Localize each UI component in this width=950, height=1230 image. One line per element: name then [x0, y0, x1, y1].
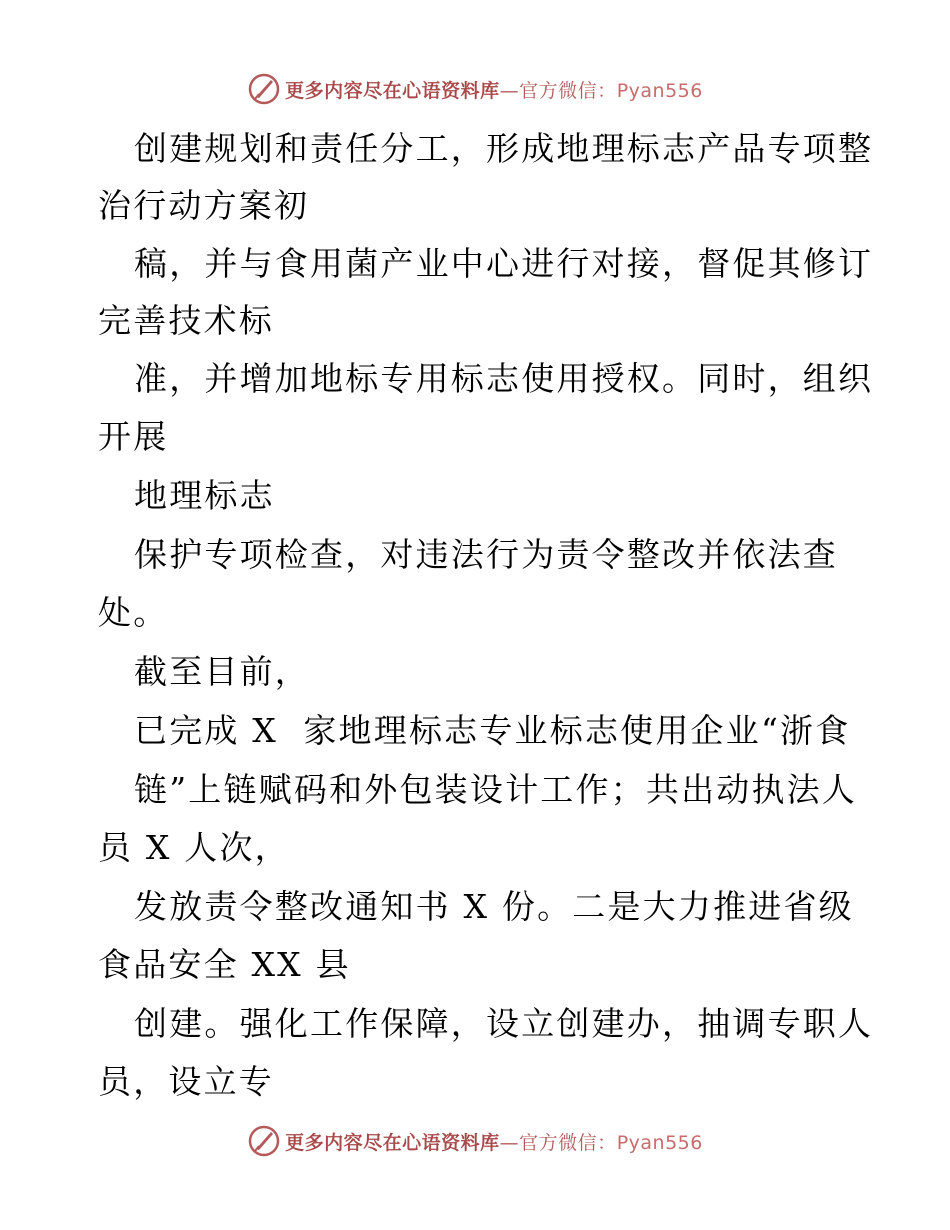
watermark-main-text: 更多内容尽在心语资料库 [285, 79, 500, 102]
text-line: 开展 [98, 417, 169, 456]
watermark-main-text: 更多内容尽在心语资料库 [285, 1131, 500, 1154]
watermark-wechat-label: 官方微信： [519, 79, 617, 102]
text-line: 员 X 人次， [98, 828, 290, 867]
text-line: 发放责令整改通知书 X 份。二是大力推进省级 [134, 887, 854, 926]
text-line: 食品安全 XX 县 [98, 945, 351, 984]
feather-pen-logo-icon [247, 1124, 281, 1158]
watermark-dash: — [499, 79, 520, 102]
watermark-wechat-id: Pyan556 [616, 79, 703, 102]
text-line: 治行动方案初 [98, 186, 310, 225]
text-line: 稿，并与食用菌产业中心进行对接，督促其修订 [134, 244, 874, 283]
watermark-wechat-id: Pyan556 [616, 1131, 703, 1154]
footer-watermark [0, 1124, 950, 1158]
text-line: 已完成 X 家地理标志专业标志使用企业“浙食 [134, 711, 851, 750]
text-line: 准，并增加地标专用标志使用授权。同时，组织 [134, 359, 874, 398]
watermark-dash: — [499, 1131, 520, 1154]
text-line: 创建规划和责任分工，形成地理标志产品专项整 [134, 129, 874, 168]
watermark-wechat-label: 官方微信： [519, 1131, 617, 1154]
text-line: 完善技术标 [98, 301, 274, 340]
text-line: 保护专项检查，对违法行为责令整改并依法查 [134, 535, 838, 574]
text-line: 创建。强化工作保障，设立创建办，抽调专职人 [134, 1004, 874, 1043]
text-line: 处。 [98, 593, 169, 632]
text-line: 员，设立专 [98, 1062, 274, 1101]
header-watermark [0, 72, 950, 106]
text-line: 地理标志 [134, 476, 275, 515]
text-line: 链”上链赋码和外包装设计工作；共出动执法人 [134, 770, 858, 809]
feather-pen-logo-icon [247, 72, 281, 106]
text-line: 截至目前， [134, 652, 310, 691]
